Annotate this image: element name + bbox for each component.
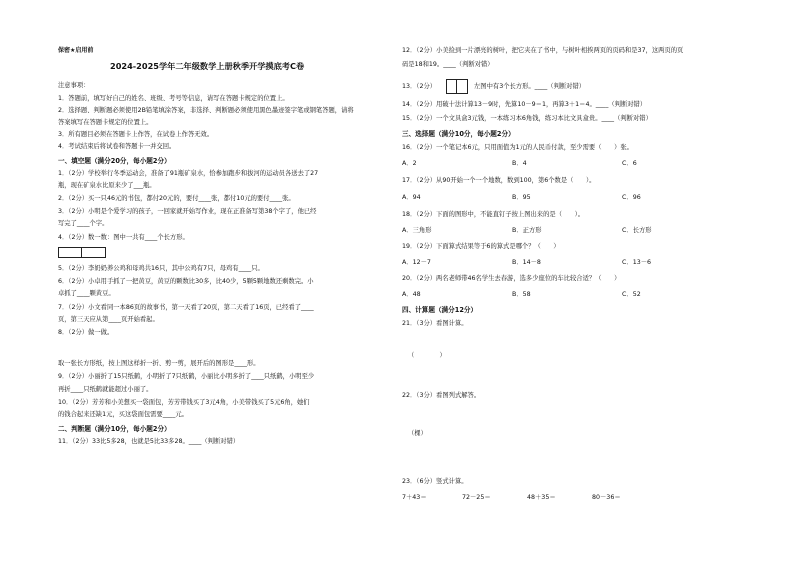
question-13: 左图中有3个长方形。____（判断对错）	[474, 83, 586, 90]
option-a: A．三角形	[402, 227, 432, 234]
vertical-calc-item: 7＋43＝	[402, 494, 427, 501]
question-3-cont: 写完了____个字。	[58, 220, 109, 227]
rectangles-figure-13	[446, 79, 468, 94]
section-fill-blank: 一、填空题（满分20分，每小题2分）	[58, 157, 171, 165]
option-a: A．94	[402, 194, 421, 201]
option-c: C．6	[622, 160, 637, 167]
question-9-cont: 再折____只纸鹤就能超过小丽了。	[58, 386, 153, 393]
section-true-false: 二、判断题（满分10分，每小题2分）	[58, 425, 171, 433]
answer-paren-22: （棵）	[408, 430, 427, 437]
question-12-cont: 码是18和19。____（判断对错）	[402, 61, 494, 68]
option-b: B．4	[512, 160, 527, 167]
question-12: 12．（2分）小美捡到一片漂亮的树叶，把它夹在了书中，与树叶相挨两页的页码和是37，这两页的页	[402, 47, 684, 54]
question-21: 21．（3分）看图计算。	[402, 320, 468, 327]
question-9: 9．（2分）小丽折了15只纸鹤，小明折了7只纸鹤，小丽比小明多折了____只纸鹤，小明至少	[58, 373, 315, 380]
option-a: A．48	[402, 291, 421, 298]
option-b: B．14－8	[512, 259, 541, 266]
question-17: 17．（2分）从90开始一个一个地数，数到100，第6个数是（ ）。	[402, 177, 596, 184]
question-11: 11．（2分）33比5多28，也就是5比33多28。____（判断对错）	[58, 438, 240, 445]
question-14: 14．（2分）用破十法计算13－9时，先算10－9＝1，再算3＋1＝4。____（判断对错）	[402, 101, 647, 108]
question-3: 3．（2分）小明是个爱学习的孩子，一回家就开始写作业，现在正准备写第38个字了，他已经	[58, 208, 317, 215]
question-15: 15．（2分）一个文具盒3元钱，一本练习本6角钱，练习本比文具盒贵。____（判断对错）	[402, 115, 652, 122]
question-4: 4．（2分）数一数：图中一共有____个长方形。	[58, 234, 189, 241]
option-b: B．58	[512, 291, 531, 298]
option-a: A．2	[402, 160, 417, 167]
option-c: C．96	[622, 194, 641, 201]
question-23: 23．（6分）竖式计算。	[402, 478, 468, 485]
secret-mark: 保密★启用前	[58, 47, 94, 54]
note-line: 1．答题前，填写好自己的姓名、班级、考号等信息，请写在答题卡规定的位置上。	[58, 95, 289, 102]
answer-paren-21: （ ）	[408, 352, 446, 359]
note-line: 2．选择题、判断题必须使用2B铅笔填涂答案，非选择、判断题必须使用黑色墨迹签字笔或钢笔答题，请将	[58, 107, 354, 114]
option-a: A．12－7	[402, 259, 431, 266]
question-20: 20．（2分）两名老师带46名学生去春游，选多少座位的车比较合适？（ ）	[402, 275, 621, 282]
rectangles-figure	[58, 247, 106, 258]
question-19: 19．（2分）下面算式结果等于6的算式是哪个？（ ）	[402, 243, 560, 250]
vertical-calc-item: 72－25＝	[462, 494, 491, 501]
option-c: C．13－6	[622, 259, 652, 266]
question-6-cont: 卓抓了____颗黄豆。	[58, 290, 115, 297]
question-8-cont: 取一张长方形纸，按上图这样折一折、剪一剪，展开后的图形是____形。	[58, 360, 260, 367]
option-b: B．正方形	[512, 227, 542, 234]
note-line: 3．所有题目必须在答题卡上作答，在试卷上作答无效。	[58, 131, 214, 138]
section-calculation: 四、计算题（满分12分）	[402, 306, 478, 314]
question-6: 6．（2分）小卓用手抓了一把黄豆，黄豆的颗数比30多，比40少，5颗5颗地数还剩数完。小	[58, 278, 314, 285]
question-7-cont: 页，第三天应从第____页开始看起。	[58, 316, 159, 323]
section-choice: 三、选择题（满分10分，每小题2分）	[402, 130, 515, 138]
option-c: C．52	[622, 291, 641, 298]
notes-heading: 注意事项：	[58, 82, 90, 89]
note-line: 答案填写在答题卡规定的位置上。	[58, 119, 153, 126]
question-1: 1．（2分）学校举行冬季运动会，准备了91瓶矿泉水，恰参加跑步和拔河的运动员各送去了27	[58, 170, 319, 177]
question-5: 5．（2分）李奶奶养公鸡和母鸡共16只，其中公鸡有7只，母鸡有____只。	[58, 265, 264, 272]
question-1-cont: 瓶，现在矿泉水比原来少了___瓶。	[58, 182, 156, 189]
question-10: 10．（2分）芳芳和小美想买一袋面包，芳芳带钱买了3元4角，小美带钱买了5元6角，她们	[58, 399, 310, 406]
question-22: 22．（3分）看图列式解答。	[402, 392, 481, 399]
option-c: C．长方形	[622, 227, 652, 234]
question-8: 8．（2分）做一做。	[58, 329, 114, 336]
question-2: 2．（2分）买一只46元的书包，都付20元的，要付____张，都付10元的要付____张。	[58, 195, 295, 202]
vertical-calc-item: 80－36＝	[592, 494, 621, 501]
question-13-number: 13．（2分）	[402, 83, 437, 90]
question-16: 16．（2分）一个笔记本6元，只用面值为1元的人民币付款，至少需要（ ）张。	[402, 144, 633, 151]
vertical-calc-item: 48＋35＝	[527, 494, 556, 501]
question-10-cont: 的钱合起来还缺1元，买这袋面包需要____元。	[58, 411, 188, 418]
option-b: B．95	[512, 194, 531, 201]
page-title: 2024-2025学年二年级数学上册秋季开学摸底考C卷	[110, 61, 305, 71]
question-7: 7．（2分）小文看同一本86页的故事书，第一天看了20页，第二天看了16页，已经看了____	[58, 304, 314, 311]
question-18: 18．（2分）下面的图形中，不能直钉子按上图出来的是（ ）。	[402, 211, 585, 218]
note-line: 4．考试结束后将试卷和答题卡一并交回。	[58, 143, 176, 150]
